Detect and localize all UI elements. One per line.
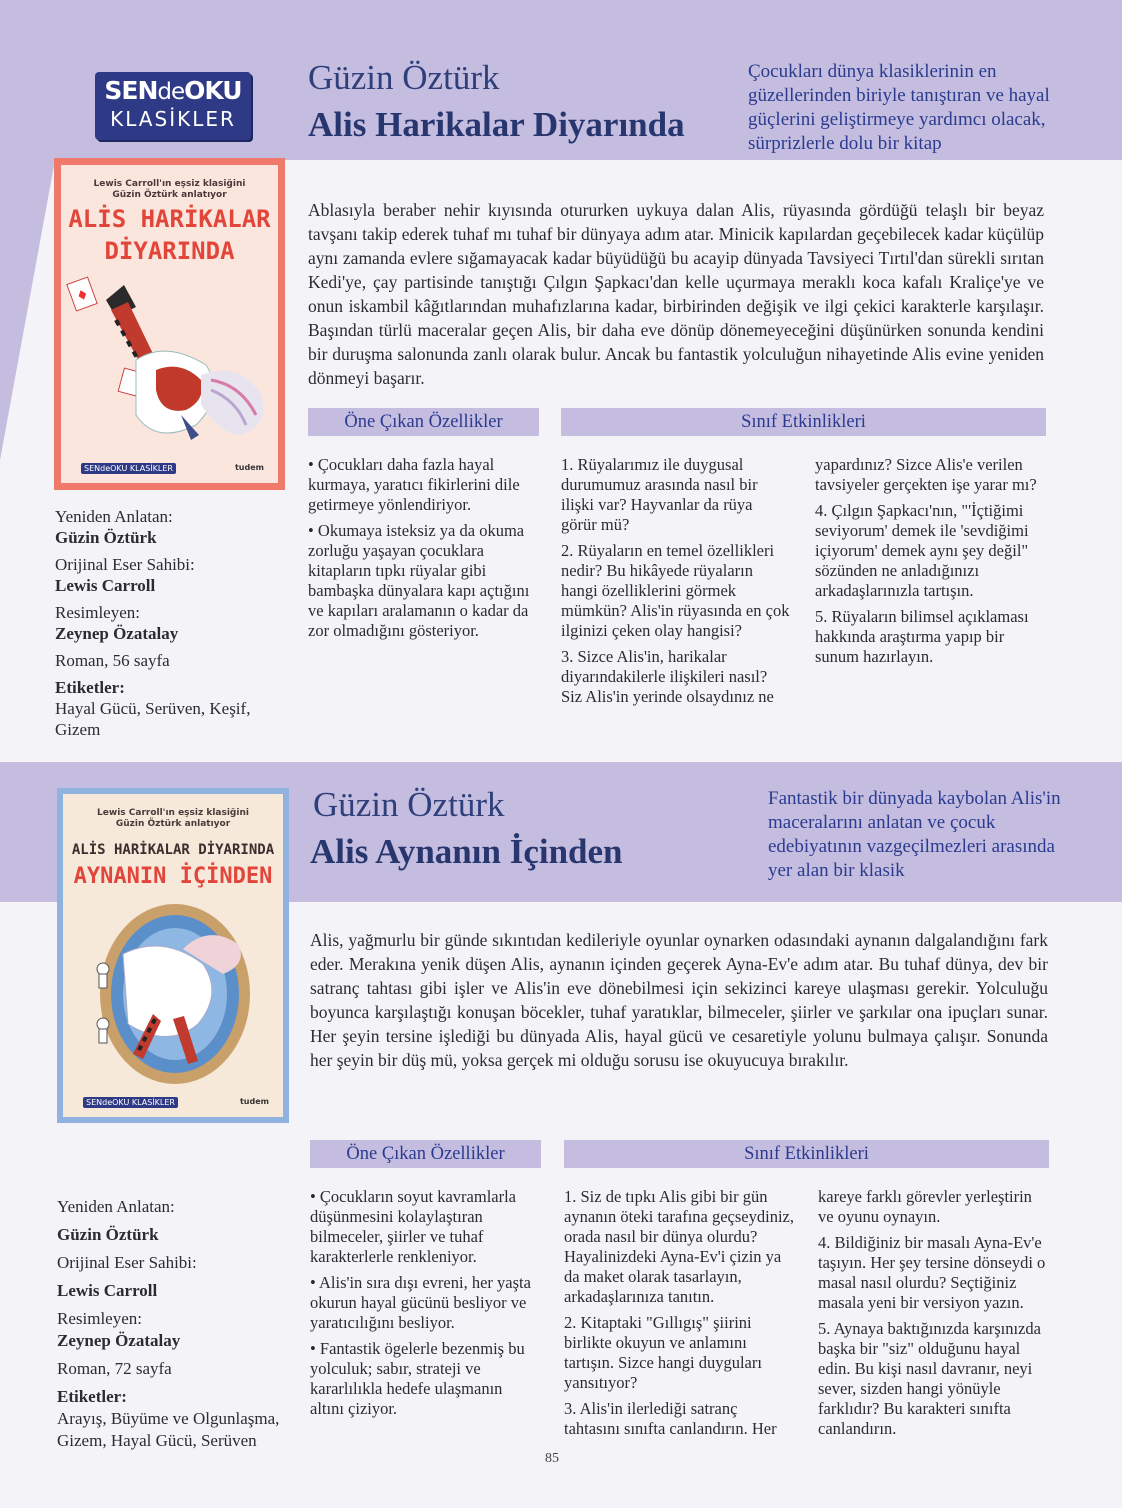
book2-activities-header: Sınıf Etkinlikleri — [564, 1140, 1049, 1168]
list-item: 4. Çılgın Şapkacı'nın, "'İçtiğimi seviyorum' demek ile 'sevdiğimi içiyorum' demek aynı şey değil" sözünden ne anladığınızı arkadaşlarınızla tartışın. — [815, 501, 1029, 600]
book2-title: Alis Aynanın İçinden — [310, 832, 623, 871]
book1-features — [308, 455, 538, 647]
book2-activities-col1 — [564, 1187, 794, 1445]
book2-activities-col2 — [818, 1187, 1050, 1445]
list-item: 5. Aynaya baktığınızda karşınızda başka bir "siz" olduğunu hayal edin. Bu kişi nasıl davranır, neyi sever, sizden hangi yönüyle farklıdır? Bu karakteri sınıfta canlandırın. — [818, 1319, 1041, 1438]
book2-meta: Yeniden Anlatan: Güzin Öztürk Orijinal Eser Sahibi: Lewis Carroll Resimleyen: Zeynep Özatalay Roman, 72 sayfa Etiketler: Arayış, Büyüme ve Olgunlaşma, Gizem, Hayal Gücü, Serüven — [57, 1196, 297, 1452]
list-item: kareye farklı görevler yerleştirin ve oyunu oynayın. — [818, 1187, 1032, 1226]
book1-activities-col2 — [815, 455, 1047, 673]
book2-description: Alis, yağmurlu bir günde sıkıntıdan kedileriyle oyunlar oynarken odasındaki aynanın dalgalandığını fark eder. Merakına yenik düşen Alis, aynanın içinden geçerek Ayna-Ev'e adım atar. Bu tuhaf dünya, dev bir satranç tahtası gibi işler ve Alis'in eve dönebilmesi için sekizinci kareye ulaşması gerekir. Yolculuğu boyunca karşılaştığı konuşan böcekler, tuhaf yaratıklar, bilmeceler, şiirler ve şarkılar ona ipuçları sunar. Her şeyin tersine işlediği bu dünyada Alis, hayal gücü ve cesaretiyle yolunu bulmaya çalışır. Sonunda her şeyin bir düş mü, yoksa gerçek mi olduğu sorusu ise okuyucuya bırakılır. — [310, 930, 1048, 1070]
book1-activities-col1 — [561, 455, 791, 713]
tags: Arayış, Büyüme ve Olgunlaşma, Gizem, Hayal Gücü, Serüven — [57, 1409, 280, 1450]
list-item: 3. Alis'in ilerlediği satranç tahtasını sınıfta canlandırın. Her — [564, 1399, 777, 1438]
format: Roman, 56 sayfa — [55, 651, 170, 670]
list-item: • Çocukların soyut kavramlarla düşünmesini kolaylaştıran bilmeceler, şiirler ve tuhaf karakterlerle renkleniyor. — [310, 1187, 517, 1266]
list-item: 2. Rüyaların en temel özellikleri nedir? Bu hikâyede rüyaların hangi özelliklerini görmek mümkün? Alis'in rüyasında en çok ilginizi çeken olay hangisi? — [561, 541, 790, 640]
original-author: Lewis Carroll — [57, 1281, 158, 1300]
list-item: 5. Rüyaların bilimsel açıklaması hakkında araştırma yapıp bir sunum hazırlayın. — [815, 607, 1029, 666]
book1-description: Ablasıyla beraber nehir kıyısında otururken uykuya dalan Alis, rüyasında gördüğü telaşlı bir beyaz tavşanı takip ederek tuhaf mı tuhaf bir dünyaya adım atar. Minicik kapılardan geçebilecek kadar küçülüp aynı zamanda evlere sığamayacak kadar büyüdüğü bu acayip dünyada Tavsiyeci Tırtıl'dan sürekli sırıtan Kedi'ye, çay partisinde tanıştığı Çılgın Şapkacı'dan kelle uçurmaya meraklı koca kafalı Kraliçe'ye ve onun iskambil kâğıtlarından muhafızlarına kadar, birbirinden değişik ve ilgi çekici karakterle karşılaşır. Başından türlü maceralar geçen Alis, bir daha eve dönüp dönemeyeceğini düşünürken sonunda kendini bir duruşma salonunda zanlı olarak bulur. Ancak bu fantastik yolculuğun nihayetinde Alis evine yeniden dönmeyi başarır. — [308, 200, 1044, 388]
list-item: • Çocukları daha fazla hayal kurmaya, yaratıcı fikirlerini dile getirmeye yönlendiriyor. — [308, 455, 520, 514]
decorative-wedge — [0, 160, 55, 460]
cover-title: ALİS HARİKALAR — [68, 205, 271, 233]
book2-author: Güzin Öztürk — [313, 785, 505, 824]
original-author: Lewis Carroll — [55, 576, 156, 595]
list-item: • Fantastik ögelerle bezenmiş bu yolculuk; sabır, strateji ve kararlılıkla hedefe ulaşmanın altını çiziyor. — [310, 1339, 525, 1418]
book2-features-header: Öne Çıkan Özellikler — [310, 1140, 541, 1168]
list-item: 1. Rüyalarımız ile duygusal durumumuz arasında nasıl bir ilişki var? Hayvanlar da rüya görür mü? — [561, 455, 758, 534]
alice-mirror-illustration — [63, 894, 283, 1104]
retold-by: Güzin Öztürk — [57, 1225, 159, 1244]
format: Roman, 72 sayfa — [57, 1359, 172, 1378]
list-item: yapardınız? Sizce Alis'e verilen tavsiyeler gerçekten işe yarar mı? — [815, 455, 1037, 494]
cover-title: ALİS HARİKALAR DİYARINDA — [71, 842, 275, 858]
illustrator: Zeynep Özatalay — [55, 624, 179, 643]
book2-features — [310, 1187, 540, 1425]
book1-title: Alis Harikalar Diyarında — [308, 105, 685, 144]
book1-activities-header: Sınıf Etkinlikleri — [561, 408, 1046, 436]
list-item: 2. Kitaptaki "Gıllıgış" şiirini birlikte okuyun ve anlamını tartışın. Sizce hangi duyguları yansıtıyor? — [564, 1313, 762, 1392]
book1-author: Güzin Öztürk — [308, 58, 500, 97]
illustrator: Zeynep Özatalay — [57, 1331, 181, 1350]
book2-blurb: Fantastik bir dünyada kaybolan Alis'in maceralarını anlatan ve çocuk edebiyatının vazgeçilmezleri arasında yer alan bir klasik — [768, 788, 1061, 881]
retold-by: Güzin Öztürk — [55, 528, 157, 547]
series-logo: SENdeOKU KLASİKLER — [95, 72, 251, 140]
list-item: 4. Bildiğiniz bir masalı Ayna-Ev'e taşıyın. Her şey tersine dönseydi o masal nasıl olurdu? Seçtiğiniz masala yeni bir versiyon yazın. — [818, 1233, 1046, 1312]
list-item: • Okumaya isteksiz ya da okuma zorluğu yaşayan çocuklara kitapların tıpkı rüyalar gibi bambaşka dünyalara kapı açtığını ve kapıları aralamanın o kadar da zor olmadığını gösteriyor. — [308, 521, 530, 640]
book1-blurb: Çocukları dünya klasiklerinin en güzellerinden biriyle tanıştıran ve hayal güçlerini geliştirmeye yardımcı olacak, sürprizlerle dolu bir kitap — [748, 61, 1050, 154]
page-number: 85 — [545, 1451, 559, 1466]
book2-cover: Lewis Carroll'ın eşsiz klasiğini Güzin Öztürk anlatıyor ALİS HARİKALAR DİYARINDA AYNANIN İÇİNDEN SENdeOKU KLASİKLER tudem — [57, 788, 289, 1123]
book1-features-header: Öne Çıkan Özellikler — [308, 408, 539, 436]
list-item: 1. Siz de tıpkı Alis gibi bir gün aynanın öteki tarafına geçseydiniz, orada nasıl bir dünya olurdu? Hayalinizdeki Ayna-Ev'i çizin ya da maket olarak tasarlayın, arkadaşlarınıza tanıtın. — [564, 1187, 794, 1306]
book1-cover: Lewis Carroll'ın eşsiz klasiğini Güzin Öztürk anlatıyor ALİS HARİKALAR DİYARINDA SENdeOKU KLASİKLER tudem — [54, 158, 285, 490]
tags: Hayal Gücü, Serüven, Keşif, Gizem — [55, 699, 251, 739]
alice-falling-illustration — [61, 260, 278, 470]
list-item: • Alis'in sıra dışı evreni, her yaşta okurun hayal gücünü besliyor ve yaratıcılığını besliyor. — [310, 1273, 531, 1332]
list-item: 3. Sizce Alis'in, harikalar diyarındakilerle ilişkileri nasıl? Siz Alis'in yerinde olsaydınız ne — [561, 647, 774, 706]
book1-meta: Yeniden Anlatan: Güzin Öztürk Orijinal Eser Sahibi: Lewis Carroll Resimleyen: Zeynep Özatalay Roman, 56 sayfa Etiketler: Hayal Gücü, Serüven, Keşif, Gizem — [55, 506, 285, 740]
